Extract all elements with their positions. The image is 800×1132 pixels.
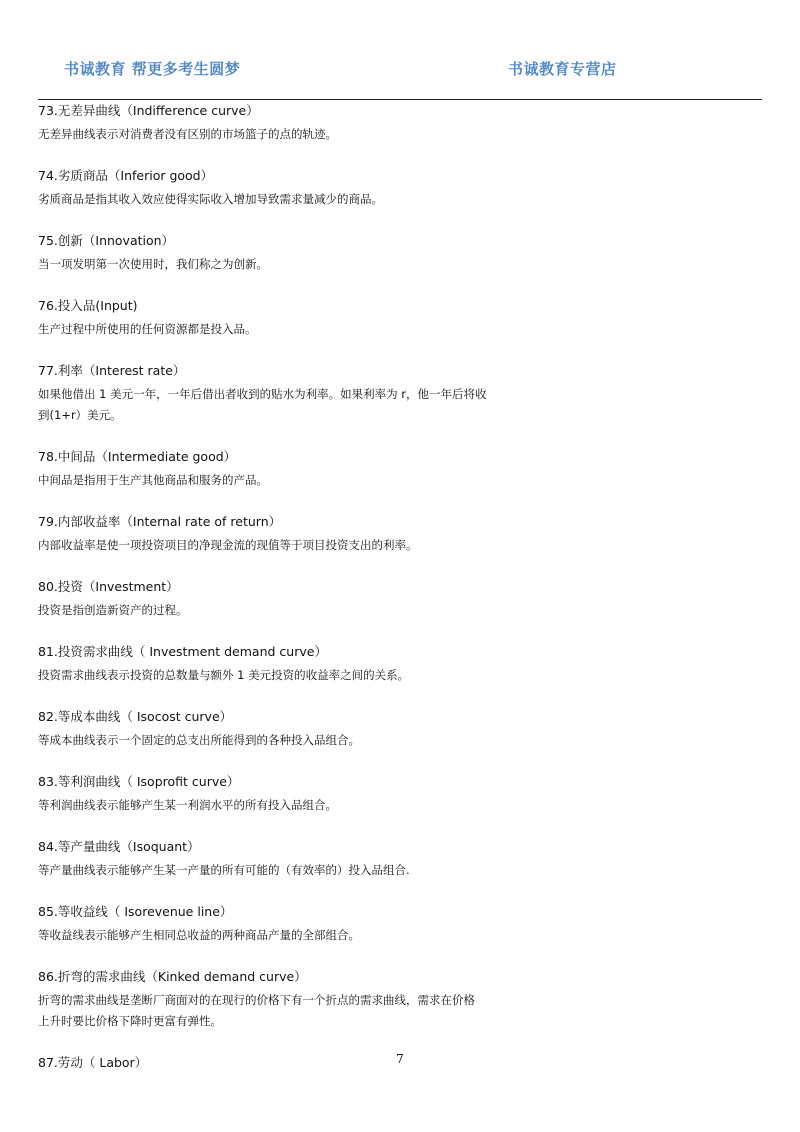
glossary-entry [38,167,538,210]
entry-title: 77.利率（Interest rate） [38,363,186,378]
entry-title: 87.劳动（ Labor） [38,1055,148,1070]
entry-title: 82.等成本曲线（ Isocost curve） [38,709,233,724]
glossary-entry [38,643,538,686]
glossary-entry [38,102,538,145]
entry-definition: 无差异曲线表示对消费者没有区别的市场篮子的点的轨迹。 [38,127,337,141]
entry-definition-continued: 上升时要比价格下降时更富有弹性。 [38,1014,222,1028]
glossary-entry [38,578,538,621]
glossary-entry [38,708,538,751]
glossary-entries [38,102,538,1094]
entry-definition: 等成本曲线表示一个固定的总支出所能得到的各种投入品组合。 [38,733,360,747]
entry-title: 78.中间品（Intermediate good） [38,449,237,464]
entry-definition: 折弯的需求曲线是垄断厂商面对的在现行的价格下有一个折点的需求曲线，需求在价格 [38,993,475,1007]
entry-title: 75.创新（Innovation） [38,233,175,248]
entry-definition: 内部收益率是使一项投资项目的净现金流的现值等于项目投资支出的利率。 [38,538,418,552]
glossary-entry [38,838,538,881]
header-store-name: 书诚教育专营店 [508,60,617,78]
entry-title: 73.无差异曲线（Indifference curve） [38,103,259,118]
glossary-entry [38,513,538,556]
glossary-entry [38,903,538,946]
entry-definition: 等收益线表示能够产生相同总收益的两种商品产量的全部组合。 [38,928,360,942]
entry-title: 81.投资需求曲线（ Investment demand curve） [38,644,327,659]
entry-definition-continued: 到(1+r）美元。 [38,408,122,422]
glossary-entry [38,773,538,816]
entry-title: 79.内部收益率（Internal rate of return） [38,514,282,529]
entry-definition: 等利润曲线表示能够产生某一利润水平的所有投入品组合。 [38,798,337,812]
entry-definition: 如果他借出 1 美元一年，一年后借出者收到的贴水为利率。如果利率为 r，他一年后将收 [38,387,487,401]
entry-definition: 投资是指创造新资产的过程。 [38,603,188,617]
entry-definition: 中间品是指用于生产其他商品和服务的产品。 [38,473,268,487]
header-slogan: 书诚教育 帮更多考生圆梦 [64,60,241,78]
glossary-entry [38,448,538,491]
header-divider [38,99,762,100]
glossary-entry [38,232,538,275]
entry-definition: 劣质商品是指其收入效应使得实际收入增加导致需求量减少的商品。 [38,192,383,206]
entry-title: 85.等收益线（ Isorevenue line） [38,904,233,919]
glossary-entry [38,362,538,426]
entry-title: 84.等产量曲线（Isoquant） [38,839,200,854]
entry-definition: 等产量曲线表示能够产生某一产量的所有可能的（有效率的）投入品组合. [38,863,410,877]
glossary-entry [38,297,538,340]
entry-definition: 当一项发明第一次使用时，我们称之为创新。 [38,257,268,271]
glossary-entry [38,968,538,1032]
entry-title: 83.等利润曲线（ Isoprofit curve） [38,774,240,789]
page-number: 7 [396,1052,404,1066]
entry-title: 80.投资（Investment） [38,579,179,594]
entry-title: 74.劣质商品（Inferior good） [38,168,214,183]
entry-definition: 投资需求曲线表示投资的总数量与额外 1 美元投资的收益率之间的关系。 [38,668,410,682]
entry-title: 86.折弯的需求曲线（Kinked demand curve） [38,969,307,984]
entry-definition: 生产过程中所使用的任何资源都是投入品。 [38,322,257,336]
entry-title: 76.投入品(Input) [38,298,138,313]
